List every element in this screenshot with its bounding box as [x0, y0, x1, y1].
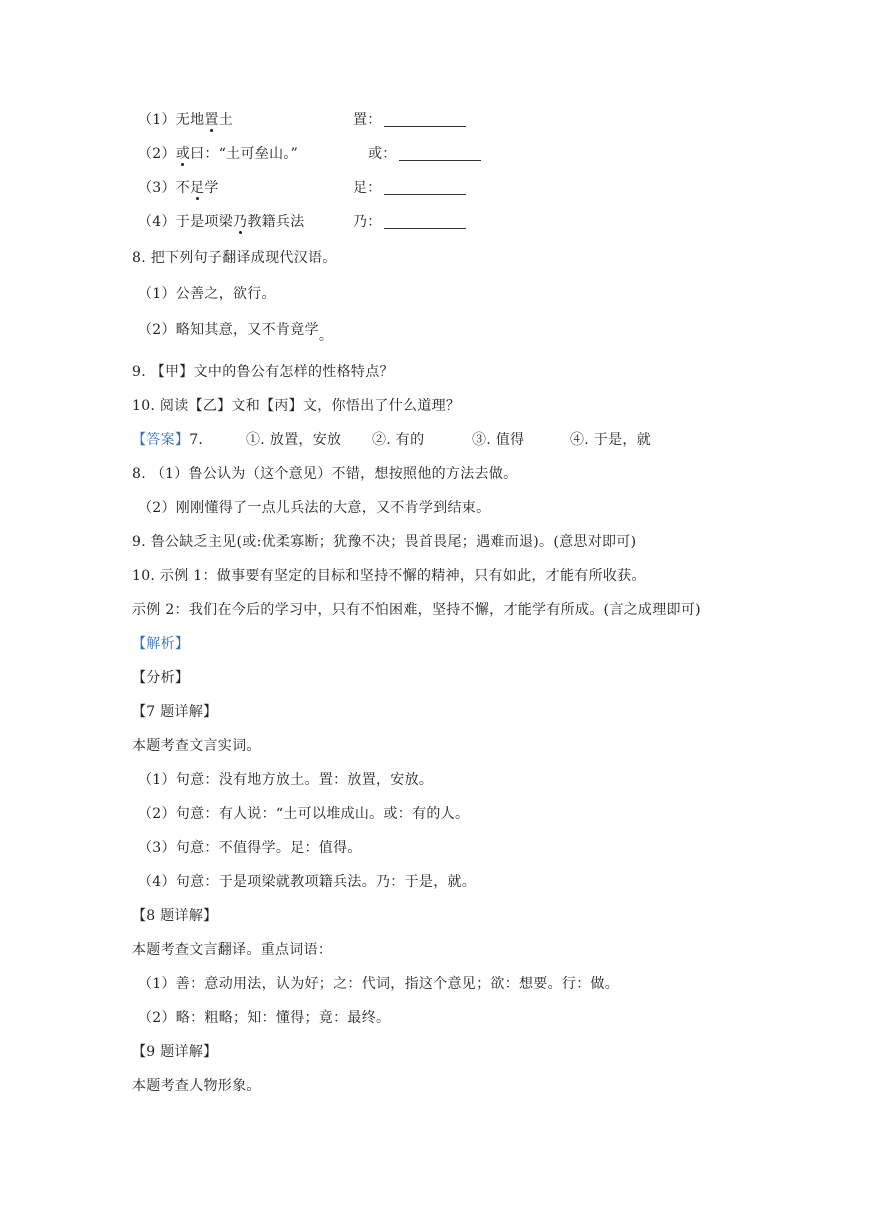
- emphasized-char: 置: [204, 112, 219, 128]
- q7-answer-key: 置：: [353, 112, 382, 128]
- detail-q7-4: （4）句意：于是项梁就教项籍兵法。乃：于是，就。: [138, 874, 477, 890]
- analysis-heading: 【分析】: [132, 670, 190, 686]
- detail-q7-1: （1）句意：没有地方放土。置：放置，安放。: [138, 772, 434, 788]
- answer-tag: 【答案】: [132, 432, 190, 448]
- q7-item-text: 曰：“土可垒山。”: [190, 146, 299, 162]
- answer-q10-1: 10. 示例 1：做事要有坚定的目标和坚持不懈的精神，只有如此，才能有所收获。: [132, 568, 646, 584]
- q7-answer-slot: [353, 212, 466, 232]
- answer-q10-2: 示例 2：我们在今后的学习中，只有不怕困难，坚持不懈，才能学有所成。(言之成理即可): [132, 602, 701, 618]
- answer-q8-1: 8. （1）鲁公认为（这个意见）不错，想按照他的方法去做。: [132, 466, 518, 482]
- answer-blank[interactable]: [384, 180, 466, 195]
- q9-prompt: 9. 【甲】文中的鲁公有怎样的性格特点？: [132, 364, 394, 380]
- q7-item-text: 土: [218, 112, 234, 128]
- answer-option: ②. 有的: [372, 432, 425, 448]
- q7-item-text: 学: [204, 180, 219, 196]
- q8-sentence-1: （1）公善之，欲行。: [138, 286, 276, 302]
- q7-item-text: （3）不: [138, 180, 191, 196]
- q7-item-text: （4）于是项梁: [138, 214, 234, 230]
- q8-prompt: 8. 把下列句子翻译成现代汉语。: [132, 250, 337, 266]
- answer-q7-line: [132, 430, 651, 450]
- answer-blank[interactable]: [384, 214, 466, 229]
- q7-item-4: [138, 212, 382, 232]
- q7-answer-key: 乃：: [353, 214, 382, 230]
- answer-option: ③. 值得: [472, 432, 525, 448]
- answer-number: 7.: [189, 432, 204, 448]
- q7-answer-slot: [353, 110, 466, 130]
- emphasized-char: 或: [175, 146, 191, 162]
- q7-item-2: [138, 144, 397, 164]
- q10-prompt: 10. 阅读【乙】文和【丙】文，你悟出了什么道理？: [132, 398, 461, 414]
- analysis-tag: 【解析】: [132, 636, 190, 652]
- q8-sentence-2: [138, 320, 334, 344]
- answer-blank[interactable]: [384, 112, 466, 127]
- q7-item-1: [138, 110, 382, 130]
- q7-item-text: 教籍兵法: [247, 214, 305, 230]
- answer-blank[interactable]: [399, 146, 481, 161]
- answer-q9: 9. 鲁公缺乏主见(或:优柔寡断；犹豫不决；畏首畏尾；遇难而退)。(意思对即可): [132, 534, 637, 550]
- detail-q8-intro: 本题考查文言翻译。重点词语：: [132, 942, 333, 958]
- q8-sentence-2-text: （2）略知其意，又不肯竟学: [138, 322, 319, 338]
- detail-q7-2: （2）句意：有人说：“土可以堆成山。或：有的人。: [138, 806, 470, 822]
- detail-q8-title: 【8 题详解】: [132, 908, 218, 924]
- q7-item-3: [138, 178, 382, 198]
- detail-q9-title: 【9 题详解】: [132, 1044, 218, 1060]
- detail-q7-intro: 本题考查文言实词。: [132, 738, 261, 754]
- detail-q8-1: （1）善：意动用法，认为好；之：代词，指这个意见；欲：想要。行：做。: [138, 976, 620, 992]
- detail-q8-2: （2）略：粗略；知：懂得；竟：最终。: [138, 1010, 391, 1026]
- q7-answer-key: 或：: [368, 146, 397, 162]
- answer-option: ④. 于是，就: [570, 432, 651, 448]
- answer-q8-2: （2）刚刚懂得了一点儿兵法的大意，又不肯学到结束。: [138, 500, 491, 516]
- q7-answer-slot: [368, 144, 481, 164]
- emphasized-char: 足: [190, 180, 205, 196]
- q7-item-text: （1）无地: [138, 112, 205, 128]
- detail-q7-3: （3）句意：不值得学。足：值得。: [138, 840, 362, 856]
- q8-sentence-2-end: 。: [318, 328, 334, 344]
- q7-item-text: （2）: [138, 146, 176, 162]
- q7-answer-slot: [353, 178, 466, 198]
- detail-q9-intro: 本题考查人物形象。: [132, 1078, 261, 1094]
- answer-option: ①. 放置，安放: [246, 432, 342, 448]
- emphasized-char: 乃: [233, 214, 248, 230]
- q7-answer-key: 足：: [353, 180, 382, 196]
- detail-q7-title: 【7 题详解】: [132, 704, 218, 720]
